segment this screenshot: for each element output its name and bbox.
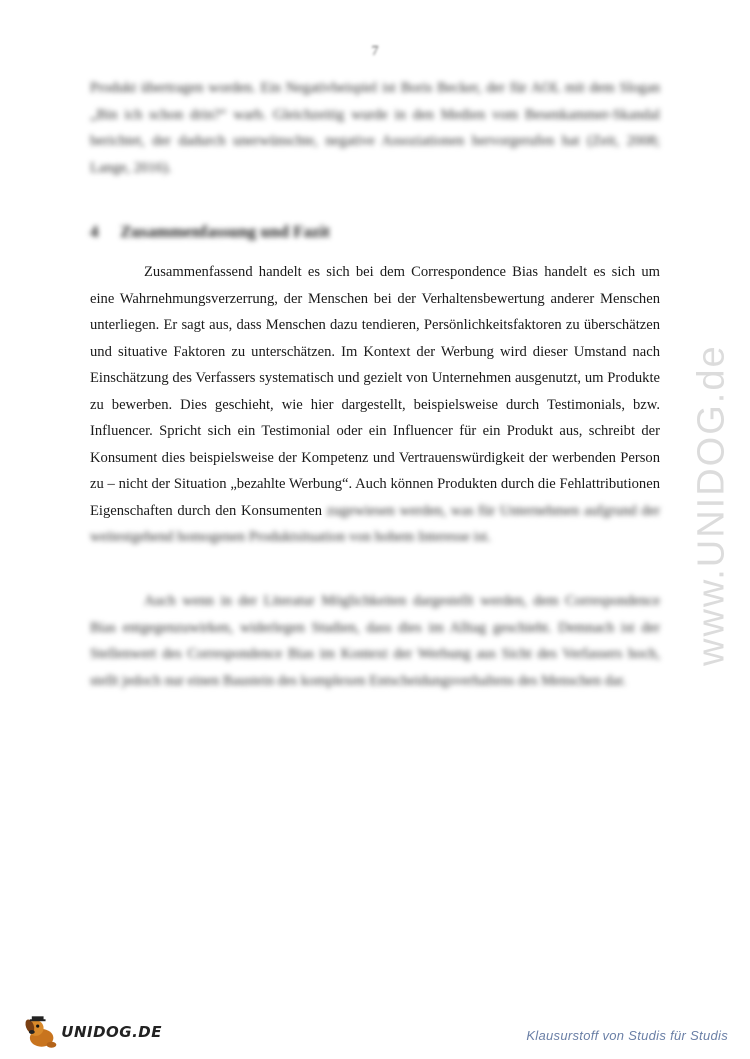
section-number: 4: [90, 222, 99, 241]
dog-mascot-icon: [22, 1014, 59, 1050]
unidog-logo[interactable]: [22, 1014, 162, 1050]
section-heading: [90, 222, 660, 242]
blurred-conclusion-paragraph: Auch wenn in der Literatur Möglichkeiten dargestellt werden, dem Correspondence Bias entgegenzuwirken, widerlegen Studien, dass dies im Alltag geschieht. Demnach ist der Stellenwert des Correspondence Bias im Kontext der Werbung aus Sicht des Verfassers hoch, stellt jedoch nur einen Baustein des komplexen Entscheidungsverhaltens des Menschen dar.: [90, 593, 660, 689]
summary-visible-text: Zusammenfassend handelt es sich bei dem Correspondence Bias handelt es sich um eine Wahrnehmungsverzerrung, der Menschen bei der Verhaltensbewertung anderer Menschen unterliegen. Er sagt aus, dass Menschen dazu tendieren, Persönlichkeitsfaktoren zu überschätzen und situative Faktoren zu unterschätzen. Im Kontext der Werbung wird dieser Umstand nach Einschätzung des Verfassers systematisch und gezielt von Unternehmen ausgenutzt, um Produkte zu bewerben. Dies geschieht, wie hier dargestellt, beispielsweise durch Testimonials, bzw. Influencer. Spricht sich ein Testimonial oder ein Influencer für ein Produkt aus, schreibt der Konsument dies beispielsweise der Kompetenz und Vertrauenswürdigkeit der werbenden Person zu – nicht der Situation „bezahlte Werbung“. Auch können Produkten durch die Fehlattributionen Eigenschaften durch den Konsumenten: [90, 264, 660, 519]
logo-text: UNIDOG.DE: [61, 1023, 162, 1041]
section-title: Zusammenfassung und Fazit: [120, 222, 330, 241]
summary-paragraph: [90, 259, 660, 551]
summary-blurred-text: zugewiesen werden, was für Unternehmen aufgrund der weitestgehend homogenen Produktsituation von hohem Interesse ist.: [90, 502, 660, 545]
page-number: 7: [371, 44, 379, 59]
watermark: www.UNIDOG.de: [690, 344, 733, 666]
blurred-top-paragraph: Produkt übertragen worden. Ein Negativbeispiel ist Boris Becker, der für AOL mit dem Slogan „Bin ich schon drin?“ warb. Gleichzeitig wurde in den Medien vom Besenkammer-Skandal berichtet, der dadurch unerwünschte, negative Assoziationen hervorgerufen hat (Zeit, 2008; Lange, 2016).: [90, 80, 660, 176]
footer-tagline: Klausurstoff von Studis für Studis: [526, 1028, 728, 1043]
